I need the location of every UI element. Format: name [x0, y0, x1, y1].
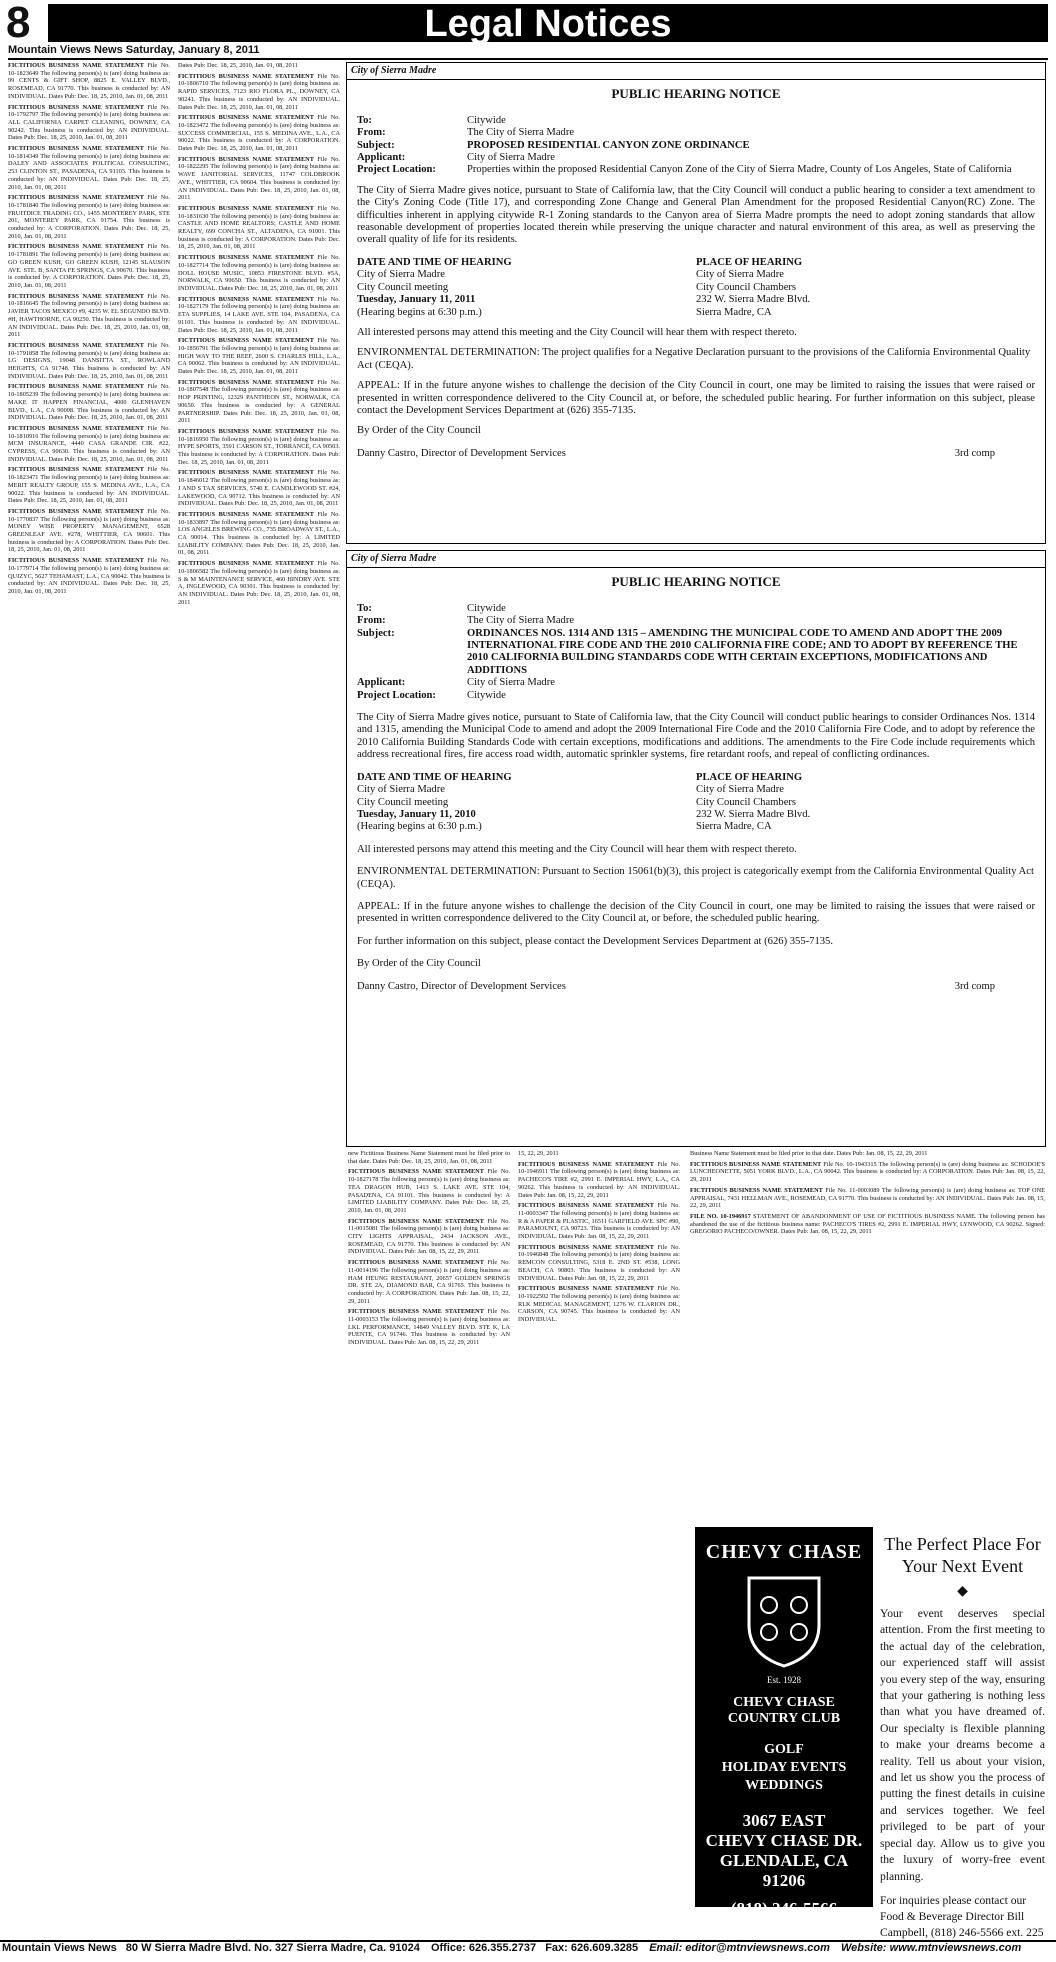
fbn-text: File No. 10-1822295 The following person(s) is (are) doing business as: WAVE JANITORIAL SERVICES, 11747 COLDBROOK AVE., WHITTIER, CA 90604. This business is conducted by: AN INDIVIDUAL. Dates Pub: Dec. 18, 25, 2010, Jan. 01, 08, 2011: [178, 155, 340, 202]
fbn-text: new Fictitious Business Name Statement must be filed prior to that date. Dates Pub: Dec. 18, 25, 2010, Jan. 01, 08, 2011: [348, 1150, 510, 1165]
fbn-heading: FICTITIOUS BUSINESS NAME STATEMENT: [348, 1308, 484, 1316]
field-value: PROPOSED RESIDENTIAL CANYON ZONE ORDINANCE: [467, 139, 750, 151]
fbn-notice: [178, 337, 340, 376]
notice-comp: 3rd comp: [954, 447, 995, 459]
fbn-notice: [178, 296, 340, 335]
fbn-heading: FICTITIOUS BUSINESS NAME STATEMENT: [690, 1186, 823, 1194]
hearing-date-heading: DATE AND TIME OF HEARING: [357, 771, 512, 783]
fbn-text: Dates Pub: Dec. 18, 25, 2010, Jan. 01, 08, 2011: [178, 62, 298, 69]
fbn-text: File No. 10-1814349 The following person(s) is (are) doing business as: DALEY AND ASSOCIATES POLITICAL CONSULTING, 253 CLINTON ST., PASADENA, CA 91103. This business is conducted by: AN INDIVIDUAL. Dates Pub: Dec. 18, 25, 2010, Jan. 01, 08, 2011: [8, 145, 170, 191]
fbn-text: File No. 11-0003153 The following person(s) is (are) doing business as: LKL PERFORMANCE, 14849 VALLEY BLVD. STE K, LA PUENTE, CA 91746. This business is conducted by: AN INDIVIDUAL. Dates Pub: Jan. 08, 15, 22, 29, 2011: [348, 1308, 510, 1347]
club-logo-text: CHEVY CHASE: [705, 1541, 863, 1563]
legal-column-2: [178, 62, 340, 1922]
fbn-heading: FICTITIOUS BUSINESS NAME STATEMENT: [518, 1285, 654, 1293]
notice-further: For further information on this subject, please contact the Development Services Department at (626) 355-7135.: [357, 935, 833, 947]
hearing-date-line: City Council meeting: [357, 796, 449, 808]
fbn-notice: [348, 1308, 510, 1347]
fbn-notice: [178, 469, 340, 508]
notice-field-row: [357, 615, 1035, 627]
fbn-notice: [8, 557, 170, 596]
footer-address: 80 W Sierra Madre Blvd. No. 327 Sierra Madre, Ca. 91024: [125, 1942, 420, 1954]
notice-invite: All interested persons may attend this meeting and the City Council will hear them with respect thereto.: [357, 843, 797, 855]
fbn-heading: FICTITIOUS BUSINESS NAME STATEMENT: [178, 378, 314, 386]
fbn-text: File No. 10-1810916 The following person(s) is (are) doing business as: MCM INSURANCE, 4440 CASA GRANDE CIR. #22, CYPRESS, CA 90630. This business is conducted by: AN INDIVIDUAL. Dates Pub: Dec. 18, 25, 2010, Jan. 01, 08, 2011: [8, 424, 170, 463]
hearing-place-heading: PLACE OF HEARING: [696, 256, 803, 268]
hearing-date-line: (Hearing begins at 6:30 p.m.): [357, 306, 482, 318]
fbn-text: File No. 10-1827179 The following person(s) is (are) doing business as: ETA SUPPLIES, 14 LAKE AVE. STE 104, PASADENA, CA 91101. This business is conducted by: AN INDIVIDUAL. Dates Pub: Dec. 18, 25, 2010, Jan. 01, 08, 2011: [178, 295, 340, 334]
fbn-notice: [8, 104, 170, 143]
hearing-place-line: City Council Chambers: [696, 796, 797, 808]
fbn-notice: [8, 145, 170, 191]
page-header: [0, 0, 1056, 50]
legal-column-3: [348, 1150, 510, 1925]
notice-field-row: [357, 690, 1035, 702]
club-since: Est. 1928: [766, 1675, 801, 1685]
hearing-place-block: [696, 772, 1035, 834]
hearing-date-block: [357, 257, 696, 319]
field-value: City of Sierra Madre: [467, 677, 555, 689]
fbn-text: File No. 10-1922502 The following person(s) is (are) doing business as: RLK MEDICAL MANAGEMENT, 1276 W. CLARION DR., CARSON, CA 90745. This business is conducted by: AN INDIVIDUAL.: [518, 1285, 680, 1324]
footer-office: Office: 626.355.2737: [430, 1942, 537, 1954]
notice-org: City of Sierra Madre: [347, 63, 1045, 80]
fbn-notice: [8, 383, 170, 422]
club-service: GOLF: [764, 1742, 804, 1757]
hearing-date-line: Tuesday, January 11, 2011: [357, 294, 476, 306]
event-body: Your event deserves special attention. From the first meeting to the actual day of the celebration, our experienced staff will assist you every step of the way, ensuring that your gathering is nothing less than what you have dreamed of. Our specialty is flexible planning to make your dreams become a reality. Tell us about your vision, and let us show you the process of putting the finest details in cuisine and services together. We feel privileged to be part of your special day. Allow us to give you the luxury of worry-free event planning.: [880, 1607, 1045, 1883]
chevy-chase-ad: [695, 1527, 873, 1918]
fbn-notice: [518, 1150, 680, 1158]
notice-comp: 3rd comp: [954, 980, 995, 992]
fbn-notice: [8, 62, 170, 101]
hearing-place-heading: PLACE OF HEARING: [696, 771, 803, 783]
club-address-2: CHEVY CHASE DR.: [705, 1831, 863, 1850]
fbn-notice: [178, 254, 340, 293]
fbn-heading: FICTITIOUS BUSINESS NAME STATEMENT: [178, 204, 314, 212]
notice-order: By Order of the City Council: [357, 425, 481, 437]
field-value: The City of Sierra Madre: [467, 615, 575, 627]
hearing-place-line: City of Sierra Madre: [696, 269, 784, 281]
public-hearing-notice-canyon-zone: [346, 62, 1046, 544]
fbn-heading: FICTITIOUS BUSINESS NAME STATEMENT: [8, 507, 144, 515]
fbn-text: File No. 10-1781840 The following person(s) is (are) doing business as: FRUITDICE TRADING CO., 1455 MONTEREY PARK, STE 201, MONTEREY PARK, CA 91754. This business is conducted by: A CORPORATION. Dates Pub: Dec. 18, 25, 2010, Jan. 01, 08, 2011: [8, 194, 170, 240]
field-key: Applicant:: [357, 677, 406, 689]
hearing-date-line: Tuesday, January 11, 2010: [357, 808, 476, 820]
event-ad: [880, 1527, 1045, 1939]
notice-fields: [357, 603, 1035, 702]
page-number: 8: [6, 0, 31, 47]
fbn-text: File No. 10-1833897 The following person(s) is (are) doing business as: LOS ANGELES BREWING CO., 735 BROADWAY ST., L.A., CA 90014. This business is conducted by: A LIMITED LIABILITY COMPANY. Dates Pub: Dec. 18, 25, 2010, Jan. 01, 08, 2011: [178, 510, 340, 557]
field-key: Project Location:: [357, 164, 436, 176]
fbn-heading: FICTITIOUS BUSINESS NAME STATEMENT: [8, 557, 144, 565]
fbn-text: File No. 11-0003089 The following person(s) is (are) doing business as: TOP ONE APPRAISAL, 7431 HELLMAN AVE., ROSEMEAD, CA 91770. This business is conducted by: AN INDIVIDUAL. Dates Pub: Jan. 08, 15, 22, 29, 2011: [690, 1186, 1045, 1210]
fbn-heading: FICTITIOUS BUSINESS NAME STATEMENT: [8, 243, 144, 251]
fbn-heading: FICTITIOUS BUSINESS NAME STATEMENT: [8, 292, 144, 300]
legal-column-5: [690, 1150, 1045, 1520]
fbn-heading: FICTITIOUS BUSINESS NAME STATEMENT: [178, 254, 314, 262]
hearing-place-line: Sierra Madre, CA: [696, 821, 772, 833]
notice-title: PUBLIC HEARING NOTICE: [611, 86, 781, 102]
notice-signer: Danny Castro, Director of Development Services: [357, 447, 566, 459]
hearing-place-line: Sierra Madre, CA: [696, 306, 772, 318]
fbn-notice: [8, 342, 170, 381]
notice-field-row: [357, 628, 1035, 678]
fbn-notice: [690, 1161, 1045, 1184]
fbn-heading: FICTITIOUS BUSINESS NAME STATEMENT: [178, 114, 314, 122]
fbn-text: File No. 10-1805239 The following person(s) is (are) doing business as: MAKE IT HAPPEN FINANCIAL, 4000 GLENHAVEN BLVD., L.A., CA 90008. This business is conducted by: AN INDIVIDUAL. Dates Pub: Dec. 18, 25, 2010, Jan. 01, 08, 2011: [8, 383, 170, 422]
field-key: Project Location:: [357, 689, 436, 701]
fbn-heading: FICTITIOUS BUSINESS NAME STATEMENT: [518, 1202, 654, 1210]
notice-env: ENVIRONMENTAL DETERMINATION: Pursuant to Section 15061(b)(3), this project is categorically exempt from the California Environmental Quality Act (CEQA).: [357, 866, 1034, 890]
club-service: HOLIDAY EVENTS: [721, 1760, 847, 1775]
fbn-notice: [518, 1285, 680, 1324]
fbn-heading: FICTITIOUS BUSINESS NAME STATEMENT: [8, 62, 144, 69]
footer-email[interactable]: Email: editor@mtnviewsnews.com: [649, 1942, 830, 1954]
fbn-heading: FICTITIOUS BUSINESS NAME STATEMENT: [348, 1259, 484, 1267]
fbn-notice: [690, 1213, 1045, 1236]
hearing-date-line: City of Sierra Madre: [357, 269, 445, 281]
notice-field-row: [357, 127, 1035, 139]
hearing-place-block: [696, 257, 1035, 319]
fbn-notice: [178, 379, 340, 425]
notice-signer: Danny Castro, Director of Development Services: [357, 980, 566, 992]
fbn-text: File No. 10-1806710 The following person(s) is (are) doing business as: RAPID SERVICES, 7123 RIO FLORA PL., DOWNEY, CA 90241. This business is conducted by: AN INDIVIDUAL. Dates Pub: Dec. 18, 25, 2010, Jan. 01, 08, 2011: [178, 72, 340, 111]
fbn-heading: FICTITIOUS BUSINESS NAME STATEMENT: [518, 1160, 654, 1168]
fbn-notice: [690, 1187, 1045, 1210]
fbn-text: File No. 10-1946911 The following person(s) is (are) doing business as: PACHECO'S TIRE #2, 2991 E. IMPERIAL HWY, L.A., CA 90262. This business is conducted by: AN INDIVIDUAL. Dates Pub: Jan. 08, 15, 22, 29, 2011: [518, 1160, 680, 1199]
footer-fax: Fax: 626.609.3285: [545, 1942, 639, 1954]
club-services: [695, 1741, 873, 1795]
fbn-text: File No. 10-1827178 The following person(s) is (are) doing business as: TEA DRAGON HUB, 1413 S. LAKE AVE. STE 104, PASADENA, CA 91101. This business is conducted by: A LIMITED LIABILITY COMPANY. Dates Pub: Dec. 18, 25, 2010, Jan. 01, 08, 2011: [348, 1168, 510, 1214]
notice-field-row: [357, 677, 1035, 689]
legal-column-1: [8, 62, 170, 1922]
legal-column-4: [518, 1150, 680, 1520]
hearing-place-line: City of Sierra Madre: [696, 784, 784, 796]
field-value: Citywide: [467, 689, 506, 701]
fbn-text: File No. 10-1946848 The following person(s) is (are) doing business as: REMCON CONSULTING, 5318 E. 2ND ST. #538, LONG BEACH, CA 90803. This business is conducted by: AN INDIVIDUAL. Dates Pub: Jan. 08, 15, 22, 29, 2011: [518, 1243, 680, 1282]
notice-org: City of Sierra Madre: [347, 551, 1045, 568]
hearing-date-block: [357, 772, 696, 834]
fbn-heading: FICTITIOUS BUSINESS NAME STATEMENT: [178, 560, 314, 568]
fbn-text: File No. 10-1856791 The following person(s) is (are) doing business as: HIGH WAY TO THE REEF, 2600 S. CHARLES HILL, L.A., CA 90062. This business is conducted by: AN INDIVIDUAL. Dates Pub: Dec. 18, 25, 2010, Jan. 01, 08, 2011: [178, 337, 340, 376]
fbn-text: Business Name Statement must be filed prior to that date. Dates Pub: Jan. 08, 15, 22, 29, 2011: [690, 1150, 928, 1157]
notice-appeal: APPEAL: If in the future anyone wishes to challenge the decision of the City Council in court, one may be limited to raising the issues that were raised or presented in written correspondence delivered to the City Council at, or before, the scheduled public hearing. For further information on this subject, please contact the Development Services Department at (626) 355-7135.: [357, 380, 1035, 416]
fbn-notice: [178, 428, 340, 467]
fbn-notice: [518, 1161, 680, 1200]
fbn-heading: FICTITIOUS BUSINESS NAME STATEMENT: [8, 466, 144, 474]
fbn-text: File No. 11-0014196 The following person(s) is (are) doing business as: HAM HEUNG RESTAURANT, 20657 GOLDEN SPRINGS DR. STE 2A, DIAMOND BAR, CA 91765. This business is conducted by: A CORPORATION. Dates Pub: Jan. 08, 15, 22, 29, 2011: [348, 1259, 510, 1305]
club-phone: (818) 246-5566: [730, 1899, 838, 1918]
fbn-notice: [8, 508, 170, 554]
field-key: Subject:: [357, 627, 395, 639]
fbn-notice: [8, 293, 170, 339]
footer-website[interactable]: Website: www.mtnviewsnews.com: [840, 1942, 1022, 1954]
fbn-heading: FICTITIOUS BUSINESS NAME STATEMENT: [8, 194, 144, 202]
fbn-heading: FICTITIOUS BUSINESS NAME STATEMENT: [178, 337, 314, 345]
fbn-text: File No. 10-1807548 The following person(s) is (are) doing business as: HOP PRINTING, 12329 PANTHEON ST., NORWALK, CA 90650. This business is conducted by: A GENERAL PARTNERSHIP. Dates Pub: Dec. 18, 25, 2010, Jan. 01, 08, 2011: [178, 378, 340, 425]
fbn-text: File No. 10-1846012 The following person(s) is (are) doing business as: J AND S TAX SERVICES, 5740 E. CANDLEWOOD ST. #24, LAKEWOOD, CA 90712. This business is conducted by: AN INDIVIDUAL. Dates Pub: Dec. 18, 25, 2010, Jan. 01, 08, 2011: [178, 469, 340, 508]
field-value: ORDINANCES NOS. 1314 AND 1315 – AMENDING THE MUNICIPAL CODE TO AMEND AND ADOPT THE 2009 INTERNATIONAL FIRE CODE AND THE 2010 CALIFORNIA FIRE CODE; AND TO ADOPT BY REFERENCE THE 2010 CALIFORNIA BUILDING STANDARDS CODE WITH CERTAIN EXCEPTIONS, MODIFICATIONS AND ADDITIONS: [467, 627, 1018, 676]
notice-field-row: [357, 603, 1035, 615]
event-headline: The Perfect Place For Your Next Event: [884, 1534, 1041, 1576]
fbn-text: File No. 10-1827714 The following person(s) is (are) doing business as: DOLL HOUSE MUSIC, 10853 FIRESTONE BLVD. #5A, NORWALK, CA 90650. This business is conducted by: AN INDIVIDUAL. Dates Pub: Dec. 18, 25, 2010, Jan. 01, 08, 2011: [178, 254, 340, 292]
fbn-text: File No. 10-1823472 The following person(s) is (are) doing business as: SUCCESS COMMERCIAL, 155 S. MEDINA AVE., L.A., CA 90022. This business is conducted by: A CORPORATION. Dates Pub: Dec. 18, 25, 2010, Jan. 01, 08, 2011: [178, 114, 340, 153]
fbn-text: File No. 10-1791858 The following person(s) is (are) doing business as: LG DESIGNS, 19048 DANSITTA ST., ROWLAND HEIGHTS, CA 91748. This business is conducted by: AN INDIVIDUAL. Dates Pub: Dec. 18, 25, 2010, Jan. 01, 08, 2011: [8, 341, 170, 380]
fbn-heading: FICTITIOUS BUSINESS NAME STATEMENT: [8, 341, 144, 349]
fbn-notice: [8, 425, 170, 464]
notice-env: ENVIRONMENTAL DETERMINATION: The project qualifies for a Negative Declaration pursuant to the provisions of the California Environmental Quality Act (CEQA).: [357, 347, 1031, 371]
notice-invite: All interested persons may attend this meeting and the City Council will hear them with respect thereto.: [357, 326, 797, 338]
field-key: Subject:: [357, 139, 395, 151]
fbn-notice: [178, 511, 340, 557]
fbn-notice: [348, 1168, 510, 1214]
fbn-heading: FICTITIOUS BUSINESS NAME STATEMENT: [178, 510, 314, 518]
field-key: To:: [357, 602, 372, 614]
fbn-heading: FILE NO. 10-1946917: [690, 1212, 751, 1220]
notice-appeal: APPEAL: If in the future anyone wishes to challenge the decision of the City Council in court, one may be limited to raising the issues that were raised or presented in written correspondence delivered to the City Council at, or before, the scheduled public hearing.: [357, 900, 1035, 925]
field-value: City of Sierra Madre: [467, 152, 555, 164]
fbn-heading: FICTITIOUS BUSINESS NAME STATEMENT: [518, 1243, 654, 1251]
fbn-heading: FICTITIOUS BUSINESS NAME STATEMENT: [178, 72, 314, 80]
hearing-place-line: 232 W. Sierra Madre Blvd.: [696, 808, 811, 820]
notice-field-row: [357, 164, 1035, 176]
section-title: Legal Notices: [424, 3, 672, 45]
footer-paper: Mountain Views News: [2, 1942, 117, 1954]
field-value: Properties within the proposed Residential Canyon Zone of the City of Sierra Madre, County of Los Angeles, State of California: [467, 164, 1012, 176]
fbn-notice: [178, 205, 340, 251]
notice-field-row: [357, 140, 1035, 152]
fbn-heading: FICTITIOUS BUSINESS NAME STATEMENT: [178, 295, 314, 303]
fbn-notice: [348, 1218, 510, 1257]
hearing-date-line: City of Sierra Madre: [357, 784, 445, 796]
fbn-text: File No. 10-1781891 The following person(s) is (are) doing business as: GO GREEN KUSH, GO GREEN KUSH, 12145 SLAUSON AVE. STE. B, SANTA FE SPRINGS, CA 90670. This business is conducted by: A CORPORATION. Dates Pub: Dec. 18, 25, 2010, Jan. 01, 08, 2011: [8, 243, 170, 289]
bullet-icon: ◆: [957, 1584, 968, 1599]
fbn-text: File No. 10-1806582 The following person(s) is (are) doing business as: S & M MAINTENANCE SERVICE, 460 HINDRY AVE. STE A, INGLEWOOD, CA 90301. This business is conducted by: AN INDIVIDUAL. Dates Pub: Dec. 18, 25, 2010, Jan. 01, 08, 2011: [178, 560, 340, 606]
field-value: The City of Sierra Madre: [467, 127, 575, 139]
fbn-notice: [178, 73, 340, 112]
club-name-2: COUNTRY CLUB: [727, 1711, 841, 1726]
fbn-heading: FICTITIOUS BUSINESS NAME STATEMENT: [348, 1168, 484, 1176]
fbn-text: File No. 10-1816645 The following person(s) is (are) doing business as: JAVIER TACOS MEXICO #9, 4235 W. EL SEGUNDO BLVD. #H, HAWTHORNE, CA 90250. This business is conducted by: AN INDIVIDUAL. Dates Pub: Dec. 18, 25, 2010, Jan. 01, 08, 2011: [8, 292, 170, 339]
notice-order: By Order of the City Council: [357, 958, 481, 970]
club-city: GLENDALE, CA: [719, 1851, 849, 1870]
fbn-heading: FICTITIOUS BUSINESS NAME STATEMENT: [8, 103, 144, 111]
field-key: From:: [357, 127, 386, 139]
public-hearing-notice-fire-code: [346, 550, 1046, 1147]
hearing-date-line: City Council meeting: [357, 281, 449, 293]
fbn-heading: FICTITIOUS BUSINESS NAME STATEMENT: [178, 155, 314, 163]
hearing-place-line: 232 W. Sierra Madre Blvd.: [696, 294, 811, 306]
event-contact: For inquiries please contact our Food & Beverage Director Bill Campbell, (818) 246-5566 ext. 225: [880, 1893, 1044, 1939]
fbn-notice: [8, 466, 170, 505]
paper-dateline: Mountain Views News Saturday, January 8, 2011: [8, 44, 1048, 60]
fbn-text: File No. 10-1823649 The following person(s) is (are) doing business as: 99 CENTS & GIFT SHOP, 8825 E. VALLEY BLVD., ROSEMEAD, CA 91770. This business is conducted by: AN INDIVIDUAL. Dates Pub: Dec. 18, 25, 2010, Jan. 01, 08, 2011: [8, 62, 170, 100]
fbn-text: File No. 10-1943315 The following person(s) is (are) doing business as: SCHODOE'S LUNCHEONETTE, 5051 YORK BLVD., L.A., CA 90042. This business is conducted by: A CORPORATION. Dates Pub: Jan. 08, 15, 22, 29, 2011: [690, 1160, 1045, 1184]
field-key: To:: [357, 114, 372, 126]
section-banner: [48, 3, 1048, 45]
fbn-notice: [518, 1202, 680, 1241]
notice-title: PUBLIC HEARING NOTICE: [611, 574, 781, 590]
fbn-heading: FICTITIOUS BUSINESS NAME STATEMENT: [178, 469, 314, 477]
fbn-notice: [8, 243, 170, 289]
fbn-text: File No. 10-1792797 The following person(s) is (are) doing business as: ALL CALIFORNIA CARPET CLEANING, DOWNEY, CA 90242. This business is conducted by: AN INDIVIDUAL. Dates Pub: Dec. 18, 25, 2010, Jan. 01, 08, 2011: [8, 103, 170, 142]
fbn-heading: FICTITIOUS BUSINESS NAME STATEMENT: [348, 1217, 484, 1225]
fbn-notice: [348, 1259, 510, 1305]
notice-field-row: [357, 115, 1035, 127]
club-service: WEDDINGS: [745, 1778, 823, 1793]
notice-field-row: [357, 152, 1035, 164]
fbn-text: File No. 11-0003347 The following person(s) is (are) doing business as: R & A PAPER & PLASTIC, 16511 GARFIELD AVE. SPC #90, PARAMOUNT, CA 90723. This business is conducted by: AN INDIVIDUAL. Dates Pub: Jan. 08, 15, 22, 29, 2011: [518, 1202, 680, 1241]
fbn-notice: [690, 1150, 1045, 1158]
fbn-notice: [518, 1244, 680, 1283]
fbn-text: File No. 10-1831630 The following person(s) is (are) doing business as: CASTLE AND HOME REALTORS; CASTLE AND HOME REALTY, 699 CONCHA ST., ALTADENA, CA 91001. This business is conducted by: A CORPORATION. Dates Pub: Dec. 18, 25, 2010, Jan. 01, 08, 2011: [178, 204, 340, 251]
field-key: From:: [357, 615, 386, 627]
fbn-text: File No. 11-0015081 The following person(s) is (are) doing business as: CITY LIGHTS APPRAISAL, 2434 JACKSON AVE., ROSEMEAD, CA 91770. This business is conducted by: AN INDIVIDUAL. Dates Pub: Jan. 08, 15, 22, 29, 2011: [348, 1217, 510, 1256]
fbn-text: STATEMENT OF ABANDONMENT OF USE OF FICTITIOUS BUSINESS NAME. The following person has abandoned the use of the fictitious business name: PACHECO'S TIRES #2, 2991 E. IMPERIAL HWY, LYNWOOD, CA 90262. Signed: GREGORIO PACHECO/OWNER. Dates Pub: Jan. 08, 15, 22, 29, 2011: [690, 1212, 1045, 1236]
notice-body: The City of Sierra Madre gives notice, pursuant to State of California law, that the City Council will conduct public hearings to consider Ordinances Nos. 1314 and 1315, amending the Municipal Code to amend and adopt the 2009 International Fire Code and the 2010 California Fire Code, and to adopt by reference the 2010 California Building Standards Code with certain exceptions, modifications and additions. The amendments to the Fire Code include requirements which address recreational fires, fire access road width, automatic sprinkler systems, fire retardant roofs, and repeal of conflicting ordinances.: [357, 712, 1035, 761]
fbn-text: File No. 10-1770837 The following person(s) is (are) doing business as: MONEY WISE PROPERTY MANAGEMENT, 6528 GREENLEAF AVE. #278, WHITTIER, CA 90601. This business is conducted by: A CORPORATION. Dates Pub: Dec. 18, 25, 2010, Jan. 01, 08, 2011: [8, 507, 170, 554]
fbn-heading: FICTITIOUS BUSINESS NAME STATEMENT: [8, 383, 144, 391]
fbn-heading: FICTITIOUS BUSINESS NAME STATEMENT: [690, 1160, 822, 1168]
notice-fields: [357, 115, 1035, 177]
hearing-date-line: (Hearing begins at 6:30 p.m.): [357, 821, 482, 833]
fbn-heading: FICTITIOUS BUSINESS NAME STATEMENT: [178, 427, 314, 435]
page-footer: [0, 1940, 1056, 1962]
hearing-place-line: City Council Chambers: [696, 281, 797, 293]
fbn-notice: [178, 560, 340, 606]
fbn-notice: [8, 194, 170, 240]
field-value: Citywide: [467, 602, 506, 614]
fbn-text: 15, 22, 29, 2011: [518, 1150, 559, 1157]
fbn-notice: [348, 1150, 510, 1165]
fbn-heading: FICTITIOUS BUSINESS NAME STATEMENT: [8, 145, 144, 153]
fbn-text: File No. 10-1823471 The following person(s) is (are) doing business as: MERIT REALTY GROUP, 155 S. MEDINA AVE., L.A., CA 90022. This business is conducted by: AN INDIVIDUAL. Dates Pub: Dec. 18, 25, 2010, Jan. 01, 08, 2011: [8, 466, 170, 505]
club-zip: 91206: [762, 1871, 806, 1890]
notice-body: The City of Sierra Madre gives notice, pursuant to State of California law, that the City Council will conduct a public hearing to consider a text amendment to the City's Zoning Code (Title 17), and corresponding Zone Change and General Plan Amendment for the proposed Residential Canyon(RC) Zone. The difficulties inherent in applying citywide R-1 Zoning standards to the Canyon area of Sierra Madre prompts the need to adopt zoning standards that allow reasonable development of properties located therein while preserving the unique character and natural environment of this area, as well as preserving the overall quality of life for its residents.: [357, 184, 1035, 246]
fbn-text: File No. 10-1779714 The following person(s) is (are) doing business as: QUIZYC, 5627 TEHAMAST, L.A., CA 90042. This business is conducted by: AN INDIVIDUAL. Dates Pub: Dec. 18, 25, 2010, Jan. 01, 08, 2011: [8, 557, 170, 595]
club-name-1: CHEVY CHASE: [733, 1695, 835, 1710]
fbn-notice: [178, 114, 340, 153]
club-crest-icon: [739, 1570, 829, 1670]
fbn-text: File No. 10-1816950 The following person(s) is (are) doing business as: HYPE SPORTS, 3591 CARSON ST., TORRANCE, CA 90503. This business is conducted by: A CORPORATION. Dates Pub: Dec. 18, 25, 2010, Jan. 01, 08, 2011: [178, 427, 340, 466]
hearing-date-heading: DATE AND TIME OF HEARING: [357, 256, 512, 268]
fbn-heading: FICTITIOUS BUSINESS NAME STATEMENT: [8, 424, 144, 432]
club-address-1: 3067 EAST: [742, 1811, 826, 1830]
fbn-notice: [178, 62, 340, 70]
field-key: Applicant:: [357, 152, 406, 164]
fbn-notice: [178, 156, 340, 202]
field-value: Citywide: [467, 114, 506, 126]
